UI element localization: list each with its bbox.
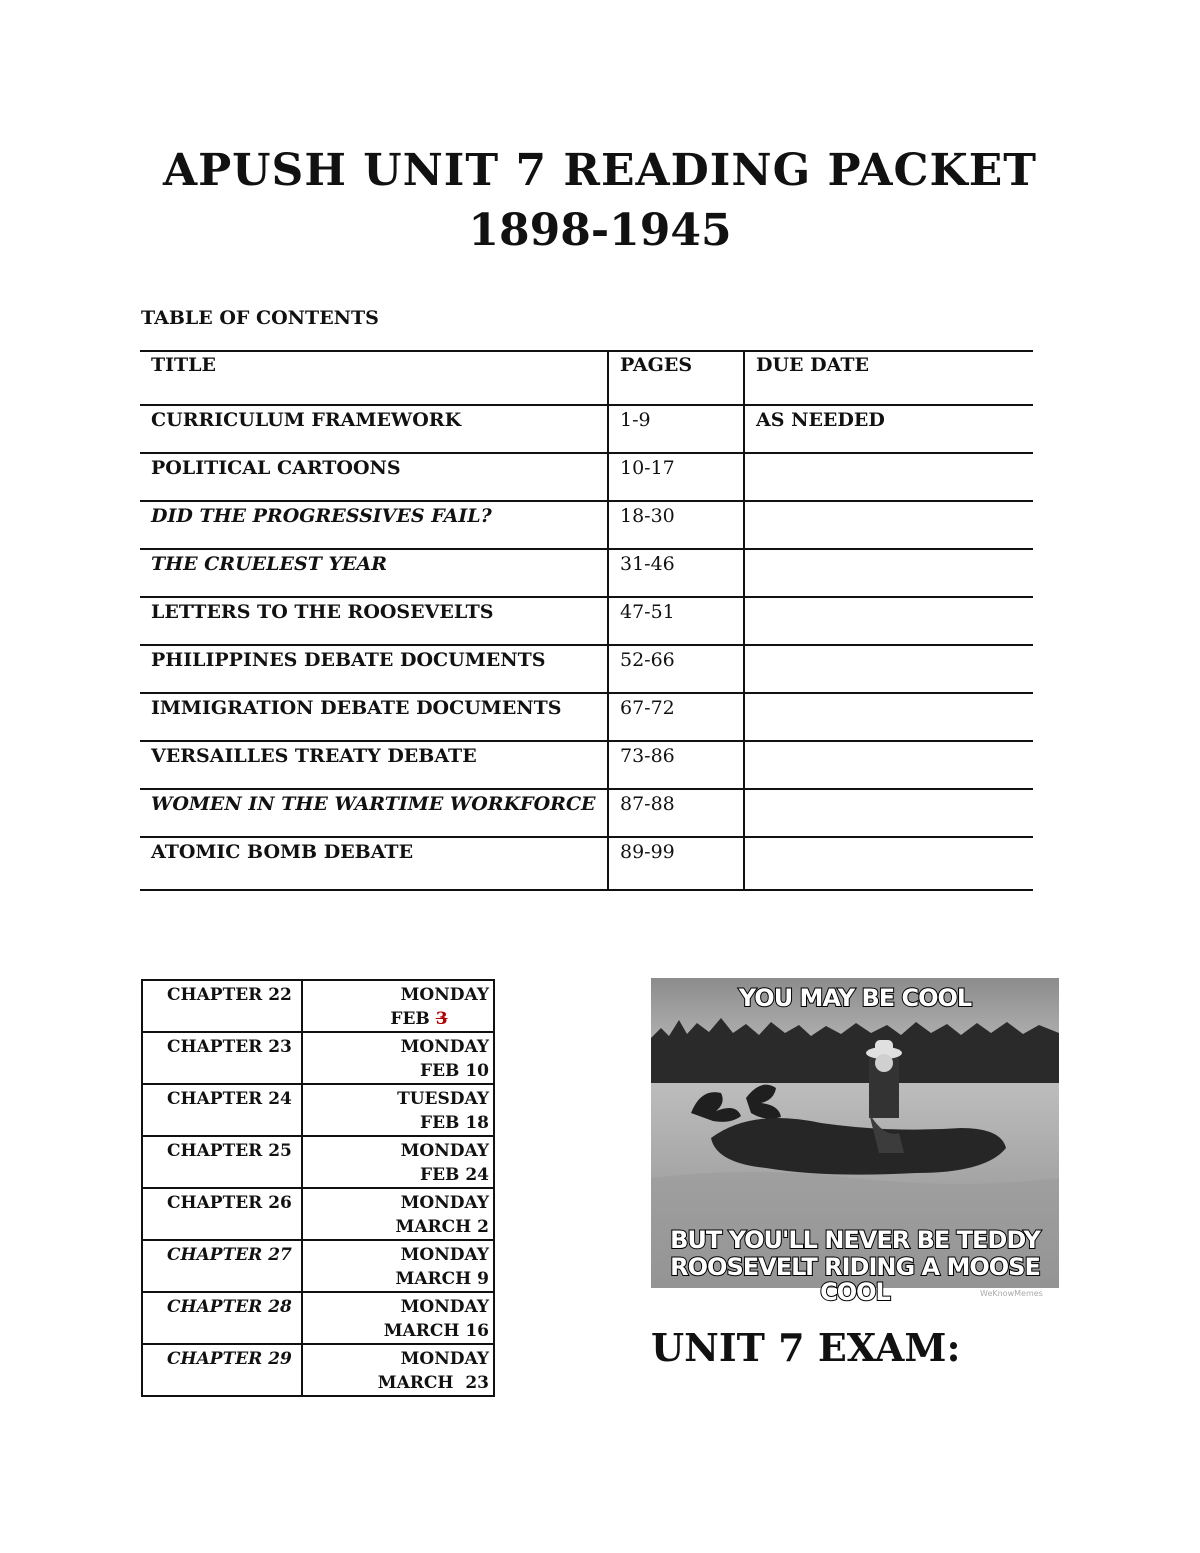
chapter-due-date-text: FEB bbox=[390, 1009, 436, 1029]
toc-row-pages: 10-17 bbox=[608, 453, 744, 501]
toc-heading: TABLE OF CONTENTS bbox=[141, 307, 379, 329]
toc-header-due: DUE DATE bbox=[744, 351, 1033, 405]
chapter-due-date-line bbox=[303, 1059, 489, 1083]
chapter-name: CHAPTER 22 bbox=[142, 980, 302, 1032]
chapter-due-date-text: MARCH 16 bbox=[383, 1321, 489, 1341]
chapter-due-date-text: FEB 10 bbox=[420, 1061, 489, 1081]
toc-row-pages: 18-30 bbox=[608, 501, 744, 549]
toc-row-pages: 31-46 bbox=[608, 549, 744, 597]
chapter-due-day: MONDAY bbox=[400, 1245, 489, 1265]
toc-row bbox=[140, 741, 1033, 789]
chapter-due-date-line bbox=[303, 1319, 489, 1343]
chapter-due-date-text: MARCH 23 bbox=[377, 1373, 489, 1393]
toc-header-title: TITLE bbox=[140, 351, 608, 405]
toc-row-title: DID THE PROGRESSIVES FAIL? bbox=[140, 501, 608, 549]
chapter-due-date-line bbox=[303, 1215, 489, 1239]
chapter-name: CHAPTER 26 bbox=[142, 1188, 302, 1240]
toc-row-title: PHILIPPINES DEBATE DOCUMENTS bbox=[140, 645, 608, 693]
toc-row bbox=[140, 549, 1033, 597]
toc-row bbox=[140, 645, 1033, 693]
chapter-due-date bbox=[302, 1136, 494, 1188]
chapter-due-day: MONDAY bbox=[400, 1141, 489, 1161]
chapter-row bbox=[142, 1188, 494, 1240]
chapter-row bbox=[142, 1292, 494, 1344]
chapter-row bbox=[142, 980, 494, 1032]
toc-row bbox=[140, 837, 1033, 890]
page-title: APUSH UNIT 7 READING PACKET bbox=[162, 145, 1038, 196]
chapter-name: CHAPTER 25 bbox=[142, 1136, 302, 1188]
meme-watermark: WeKnowMemes bbox=[980, 1289, 1043, 1298]
chapter-row bbox=[142, 1344, 494, 1396]
chapter-due-date-text: FEB 18 bbox=[420, 1113, 489, 1133]
chapter-due-date-line bbox=[303, 1007, 489, 1031]
chapter-name: CHAPTER 27 bbox=[142, 1240, 302, 1292]
meme-top-caption: YOU MAY BE COOL bbox=[738, 984, 972, 1012]
chapter-name: CHAPTER 23 bbox=[142, 1032, 302, 1084]
chapter-due-date bbox=[302, 1084, 494, 1136]
toc-row-title: IMMIGRATION DEBATE DOCUMENTS bbox=[140, 693, 608, 741]
chapter-due-day: TUESDAY bbox=[397, 1089, 489, 1109]
table-of-contents bbox=[140, 350, 1033, 891]
toc-row-due bbox=[744, 597, 1033, 645]
unit-exam-label: UNIT 7 EXAM: bbox=[651, 1325, 961, 1370]
chapter-row bbox=[142, 1240, 494, 1292]
chapter-schedule-table bbox=[141, 979, 495, 1397]
toc-row-title: ATOMIC BOMB DEBATE bbox=[140, 837, 608, 890]
toc-row-due bbox=[744, 501, 1033, 549]
chapter-due-day: MONDAY bbox=[400, 1193, 489, 1213]
toc-row bbox=[140, 501, 1033, 549]
toc-header-pages: PAGES bbox=[608, 351, 744, 405]
toc-row-title: CURRICULUM FRAMEWORK bbox=[140, 405, 608, 453]
toc-row-title: THE CRUELEST YEAR bbox=[140, 549, 608, 597]
toc-row-pages: 73-86 bbox=[608, 741, 744, 789]
chapter-due-date-line bbox=[303, 1111, 489, 1135]
toc-row-due bbox=[744, 453, 1033, 501]
toc-row-due: AS NEEDED bbox=[744, 405, 1033, 453]
chapter-due-date-line bbox=[303, 1163, 489, 1187]
chapter-due-date bbox=[302, 1344, 494, 1396]
toc-row-due bbox=[744, 693, 1033, 741]
toc-row-title: LETTERS TO THE ROOSEVELTS bbox=[140, 597, 608, 645]
chapter-due-date-line bbox=[303, 1371, 489, 1395]
chapter-due-day: MONDAY bbox=[400, 1037, 489, 1057]
toc-row bbox=[140, 789, 1033, 837]
chapter-due-date bbox=[302, 1032, 494, 1084]
toc-row-due bbox=[744, 645, 1033, 693]
chapter-due-date bbox=[302, 1188, 494, 1240]
chapter-row bbox=[142, 1136, 494, 1188]
chapter-due-date bbox=[302, 1240, 494, 1292]
toc-row-pages: 87-88 bbox=[608, 789, 744, 837]
toc-row-pages: 89-99 bbox=[608, 837, 744, 890]
toc-row-pages: 1-9 bbox=[608, 405, 744, 453]
chapter-name: CHAPTER 28 bbox=[142, 1292, 302, 1344]
toc-row-pages: 67-72 bbox=[608, 693, 744, 741]
toc-row bbox=[140, 405, 1033, 453]
meme-bottom-caption-line1: BUT YOU'LL NEVER BE TEDDY bbox=[670, 1226, 1040, 1254]
chapter-due-date-text: MARCH 9 bbox=[395, 1269, 489, 1289]
toc-row-pages: 52-66 bbox=[608, 645, 744, 693]
chapter-due-day: MONDAY bbox=[400, 1297, 489, 1317]
toc-row-due bbox=[744, 549, 1033, 597]
chapter-row bbox=[142, 1084, 494, 1136]
chapter-due-date-struck: 3 bbox=[435, 1009, 448, 1029]
chapter-due-date-line bbox=[303, 1267, 489, 1291]
toc-row-due bbox=[744, 741, 1033, 789]
toc-row-due bbox=[744, 837, 1033, 890]
toc-row-due bbox=[744, 789, 1033, 837]
toc-header-row bbox=[140, 351, 1033, 405]
toc-row-title: WOMEN IN THE WARTIME WORKFORCE bbox=[140, 789, 608, 837]
meme-bottom-caption-line2: ROOSEVELT RIDING A MOOSE COOL bbox=[670, 1253, 1040, 1306]
chapter-due-date-text: MARCH 2 bbox=[395, 1217, 489, 1237]
chapter-name: CHAPTER 24 bbox=[142, 1084, 302, 1136]
chapter-row bbox=[142, 1032, 494, 1084]
chapter-due-date bbox=[302, 980, 494, 1032]
toc-row bbox=[140, 693, 1033, 741]
chapter-due-date bbox=[302, 1292, 494, 1344]
chapter-due-date-text: FEB 24 bbox=[420, 1165, 489, 1185]
toc-row bbox=[140, 453, 1033, 501]
chapter-due-day: MONDAY bbox=[400, 1349, 489, 1369]
toc-row-title: VERSAILLES TREATY DEBATE bbox=[140, 741, 608, 789]
chapter-name: CHAPTER 29 bbox=[142, 1344, 302, 1396]
chapter-due-day: MONDAY bbox=[400, 985, 489, 1005]
toc-row-pages: 47-51 bbox=[608, 597, 744, 645]
page-subtitle-years: 1898-1945 bbox=[468, 205, 732, 256]
toc-row bbox=[140, 597, 1033, 645]
toc-row-title: POLITICAL CARTOONS bbox=[140, 453, 608, 501]
